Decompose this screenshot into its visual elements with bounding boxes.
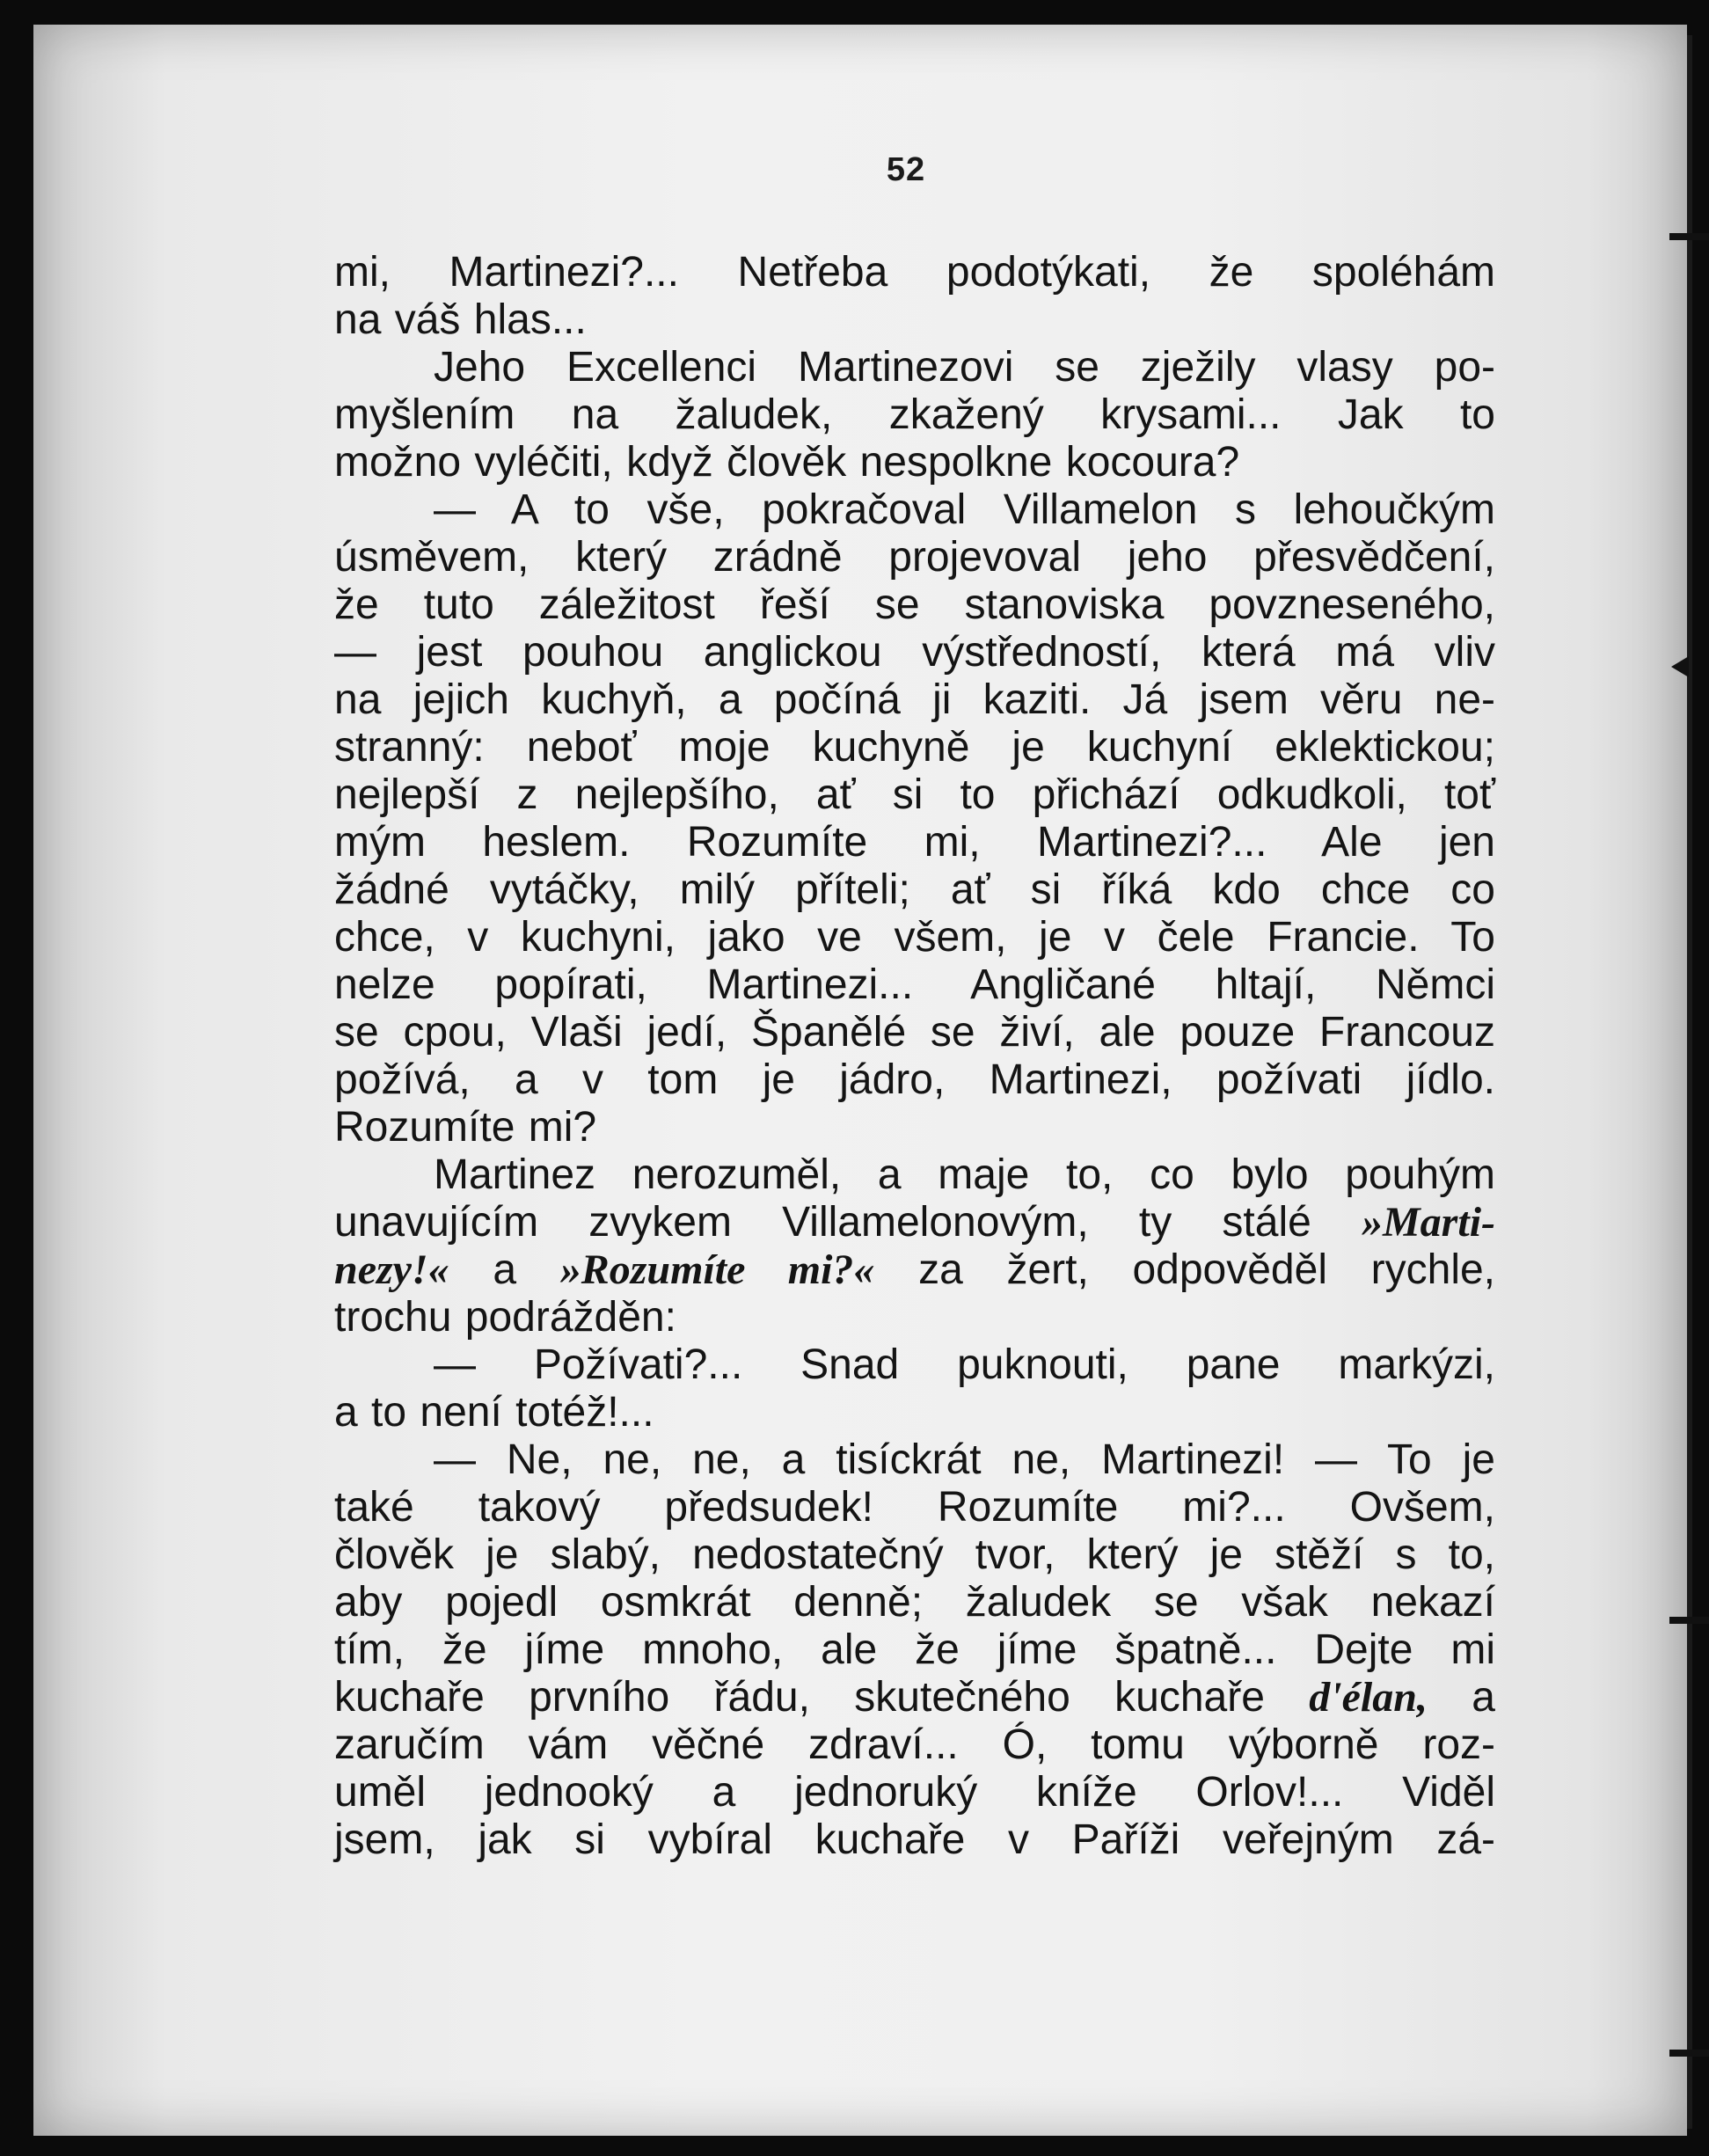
line-text: mým heslem. Rozumíte mi, Martinezi?... Ale jen — [334, 819, 1495, 866]
edge-tick — [1669, 1617, 1709, 1624]
text-line — [334, 771, 1495, 819]
text-line — [334, 1436, 1495, 1484]
text-line — [334, 534, 1495, 581]
text-line — [334, 676, 1495, 724]
text-line — [334, 1721, 1495, 1769]
edge-tick — [1669, 2050, 1709, 2057]
text-line — [334, 1104, 1495, 1151]
line-text: zaručím vám věčné zdraví... Ó, tomu výborně roz- — [334, 1721, 1495, 1768]
line-text: chce, v kuchyni, jako ve všem, je v čele Francie. To — [334, 914, 1495, 961]
line-text: kuchaře prvního řádu, skutečného kuchaře — [334, 1674, 1265, 1721]
line-text: možno vyléčiti, když člověk nespolkne kocoura? — [334, 439, 1240, 486]
line-text: také takový předsudek! Rozumíte mi?... Ovšem, — [334, 1484, 1495, 1531]
text-line — [334, 914, 1495, 961]
text-line — [334, 1056, 1495, 1104]
text-line — [334, 1484, 1495, 1531]
text-line — [334, 1199, 1495, 1246]
text-line — [334, 1294, 1495, 1341]
text-line — [334, 629, 1495, 676]
text-line — [334, 961, 1495, 1009]
line-text: trochu podrážděn: — [334, 1294, 676, 1341]
line-text: za žert, odpověděl rychle, — [918, 1246, 1496, 1293]
text-line — [334, 1341, 1495, 1389]
text-line — [334, 391, 1495, 439]
text-line — [334, 1151, 1495, 1199]
line-text: aby pojedl osmkrát denně; žaludek se však nekazí — [334, 1579, 1495, 1626]
text-line — [334, 1626, 1495, 1674]
line-text: žádné vytáčky, milý příteli; ať si říká kdo chce co — [334, 866, 1495, 913]
text-line — [334, 439, 1495, 486]
text-line — [334, 1769, 1495, 1816]
line-text: jsem, jak si vybíral kuchaře v Paříži veřejným zá- — [334, 1816, 1495, 1863]
line-text: člověk je slabý, nedostatečný tvor, který je stěží s to, — [334, 1531, 1495, 1578]
text-line — [334, 866, 1495, 914]
edge-notch — [1671, 656, 1689, 677]
line-text: Rozumíte mi? — [334, 1104, 597, 1151]
text-line — [334, 1389, 1495, 1436]
line-text: Jeho Excellenci Martinezovi se zježily vlasy po- — [434, 344, 1495, 391]
line-text: — A to vše, pokračoval Villamelon s lehoučkým — [434, 486, 1495, 533]
emphasized-text: »Rozumíte mi?« — [559, 1246, 875, 1293]
emphasized-text: d'élan, — [1309, 1674, 1428, 1721]
line-text: a to není totéž!... — [334, 1389, 654, 1436]
page-number: 52 — [886, 151, 926, 188]
text-line — [334, 344, 1495, 391]
text-line — [334, 581, 1495, 629]
line-text: mi, Martinezi?... Netřeba podotýkati, že spoléhám — [334, 249, 1495, 296]
line-text: tím, že jíme mnoho, ale že jíme špatně... Dejte mi — [334, 1626, 1495, 1673]
text-line — [334, 249, 1495, 296]
line-text: a — [493, 1246, 517, 1293]
text-line — [334, 1009, 1495, 1056]
text-line — [334, 1531, 1495, 1579]
emphasized-text: »Marti- — [1362, 1199, 1496, 1246]
text-line — [334, 486, 1495, 534]
line-text: nelze popírati, Martinezi... Angličané hltají, Němci — [334, 961, 1495, 1008]
edge-tick — [1669, 233, 1709, 240]
line-text: že tuto záležitost řeší se stanoviska povzneseného, — [334, 581, 1495, 628]
line-text: — Ne, ne, ne, a tisíckrát ne, Martinezi! — To je — [434, 1436, 1495, 1483]
text-line — [334, 1816, 1495, 1864]
line-text: se cpou, Vlaši jedí, Španělé se živí, ale pouze Francouz — [334, 1009, 1495, 1056]
text-line — [334, 296, 1495, 344]
line-text: Martinez nerozuměl, a maje to, co bylo pouhým — [434, 1151, 1495, 1198]
line-text: na váš hlas... — [334, 296, 587, 343]
line-text: na jejich kuchyň, a počíná ji kaziti. Já jsem věru ne- — [334, 676, 1495, 723]
text-line — [334, 819, 1495, 866]
line-text: požívá, a v tom je jádro, Martinezi, požívati jídlo. — [334, 1056, 1495, 1103]
line-text: nejlepší z nejlepšího, ať si to přichází odkudkoli, toť — [334, 771, 1495, 818]
text-line — [334, 1579, 1495, 1626]
line-text: — jest pouhou anglickou výstředností, která má vliv — [334, 629, 1495, 676]
line-text: myšlením na žaludek, zkažený krysami... Jak to — [334, 391, 1495, 438]
text-line — [334, 724, 1495, 771]
text-line — [334, 1674, 1495, 1721]
line-text: a — [1472, 1674, 1495, 1721]
emphasized-text: nezy!« — [334, 1246, 449, 1293]
line-text: unavujícím zvykem Villamelonovým, ty stálé — [334, 1199, 1311, 1246]
edge-marks — [1669, 0, 1709, 2156]
line-text: stranný: neboť moje kuchyně je kuchyní eklektickou; — [334, 724, 1495, 771]
line-text: úsměvem, který zrádně projevoval jeho přesvědčení, — [334, 534, 1495, 581]
line-text: uměl jednooký a jednoruký kníže Orlov!... Viděl — [334, 1769, 1495, 1816]
body-text — [334, 249, 1495, 1864]
text-line — [334, 1246, 1495, 1294]
line-text: — Požívati?... Snad puknouti, pane markýzi, — [434, 1341, 1495, 1388]
